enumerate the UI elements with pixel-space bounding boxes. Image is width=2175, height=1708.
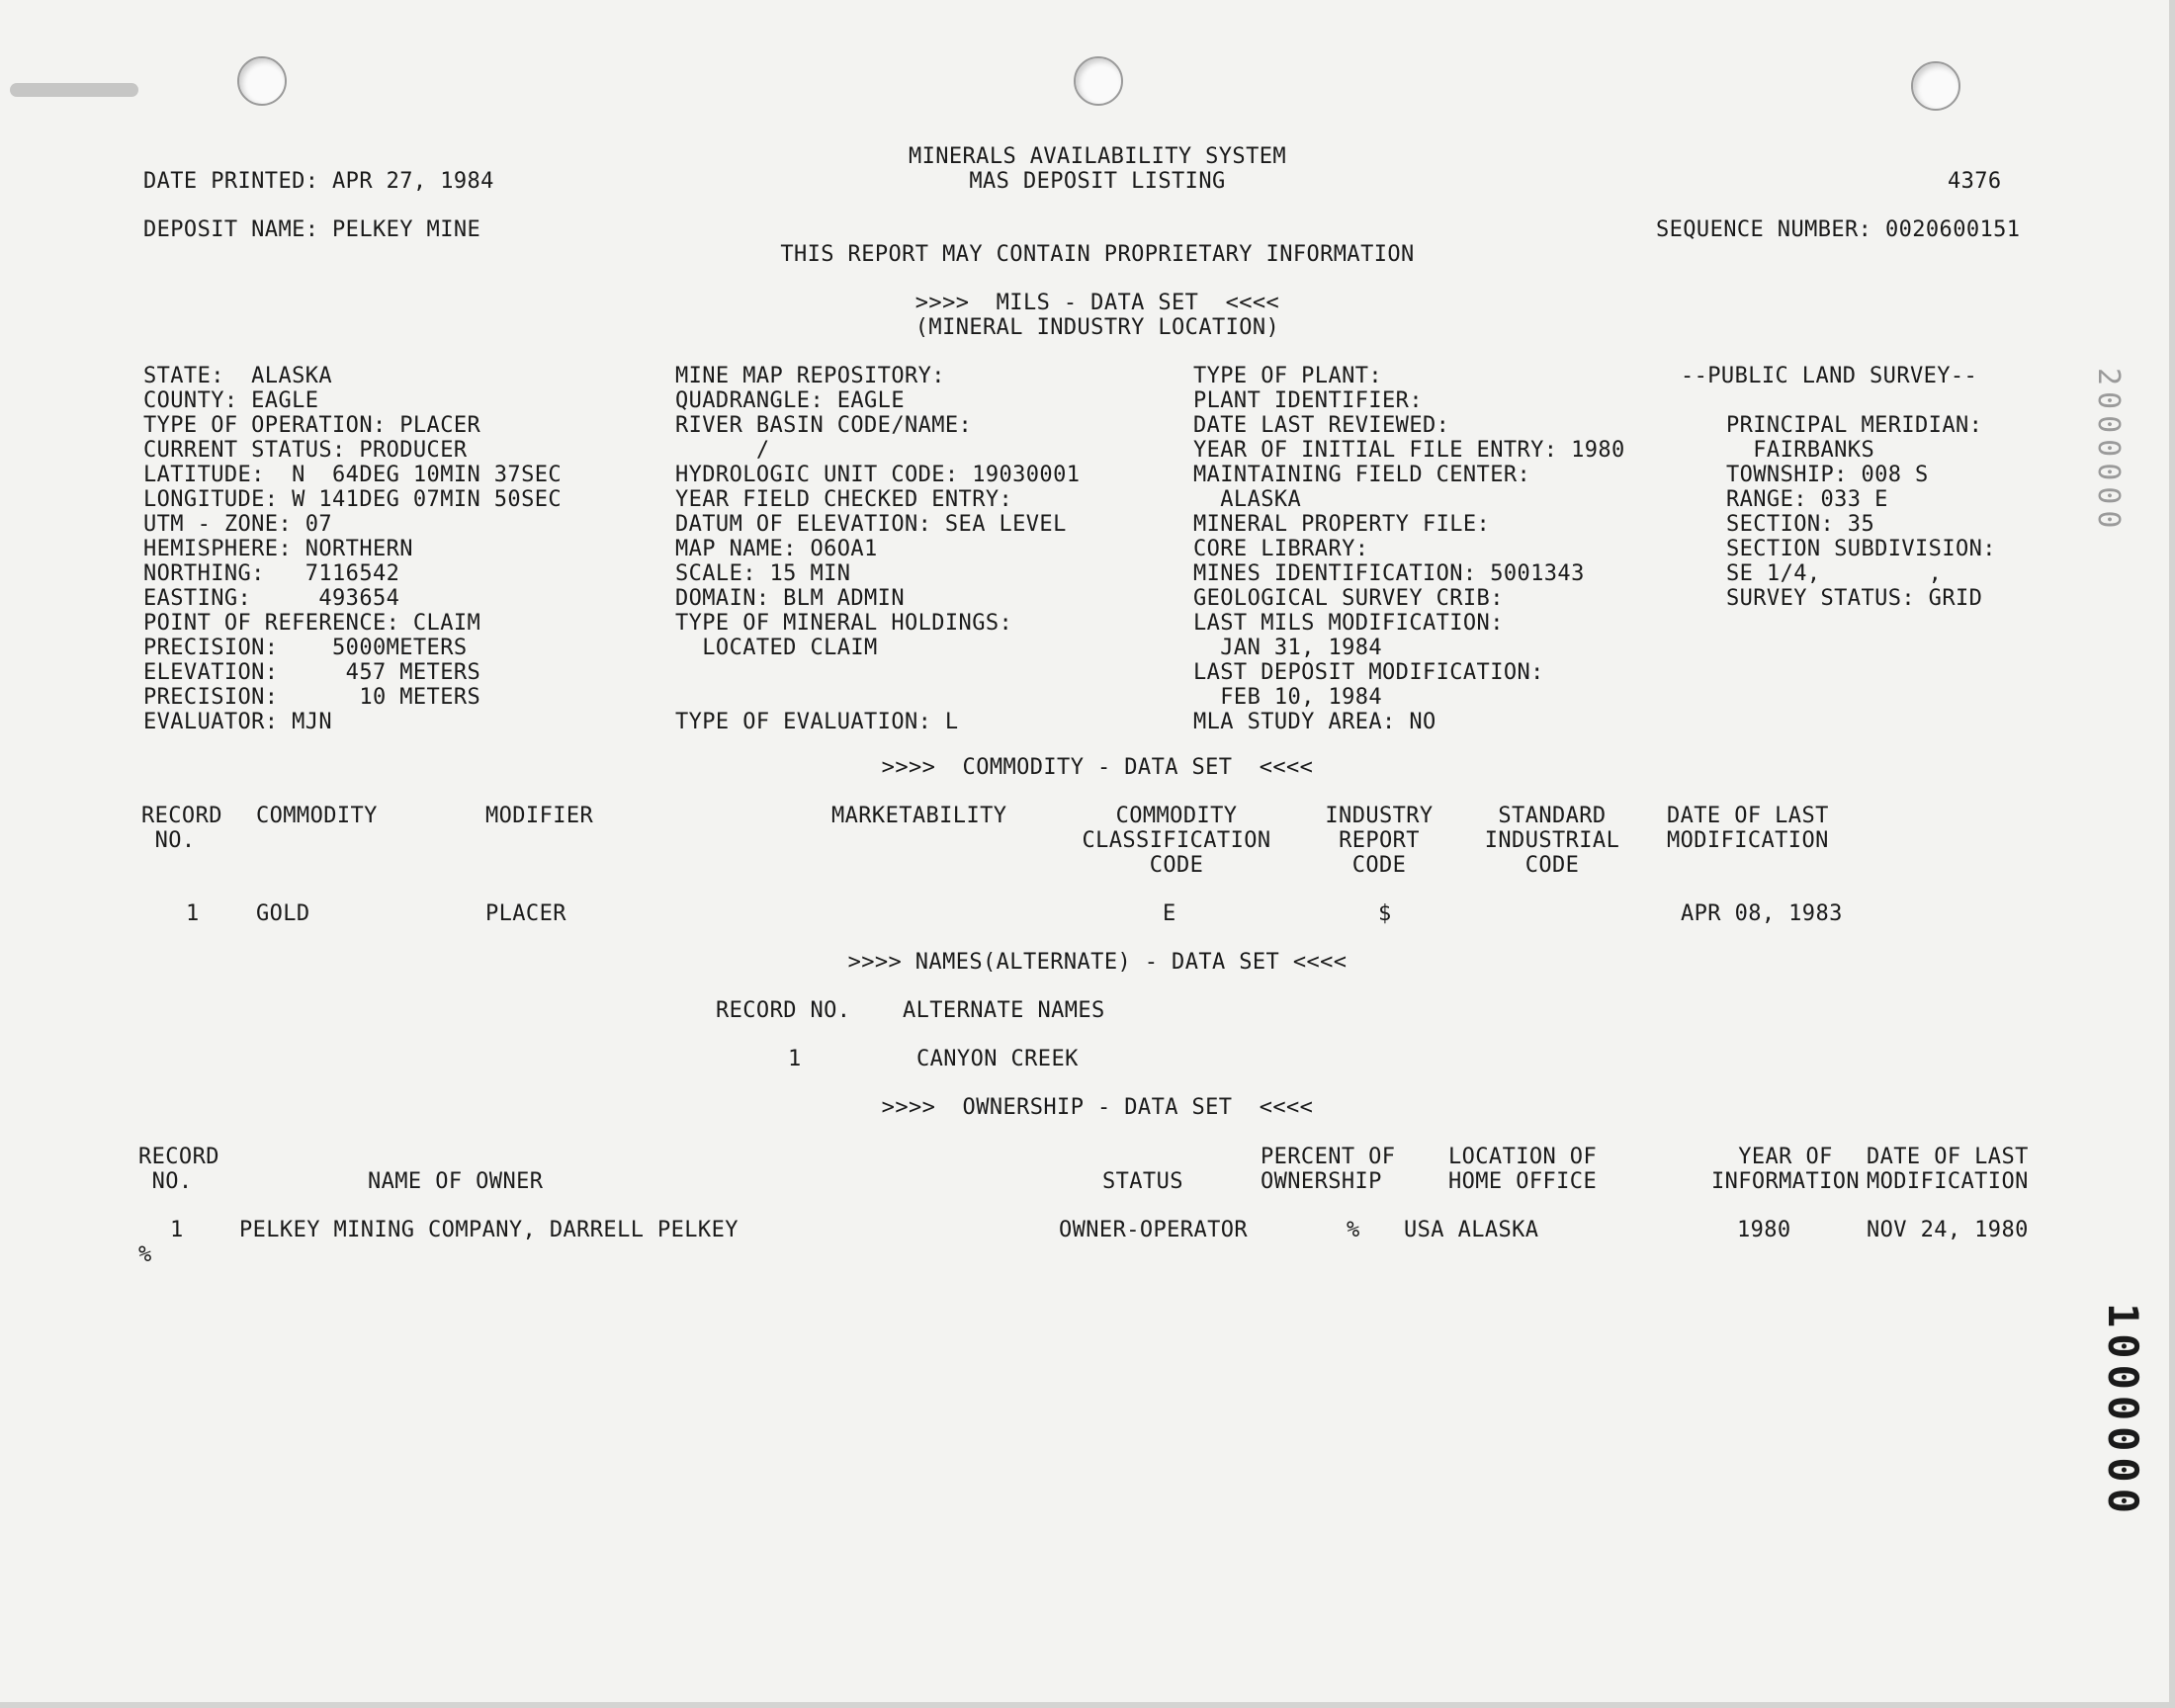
paper-smudge [10,83,138,97]
mils-field: DATUM OF ELEVATION: SEA LEVEL [675,512,1067,537]
mils-field: POINT OF REFERENCE: CLAIM [143,611,481,636]
page-number: 4376 [1948,169,2002,194]
mils-field: ELEVATION: 457 METERS [143,660,481,685]
survey-field: PRINCIPAL MERIDIAN: [1726,413,1983,438]
punch-hole-center [1074,56,1123,106]
ownership-header-date: DATE OF LAST MODIFICATION [1867,1145,2029,1194]
ownership-record: 1 [170,1218,184,1242]
mils-field: CURRENT STATUS: PRODUCER [143,438,468,463]
commodity-name: GOLD [256,901,310,926]
mils-field: LATITUDE: N 64DEG 10MIN 37SEC [143,463,562,487]
ownership-header-owner: NAME OF OWNER [368,1169,544,1194]
home-office-location: USA ALASKA [1404,1218,1539,1242]
names-header-record: RECORD NO. [716,998,851,1023]
commodity-header-marketability: MARKETABILITY [831,804,1007,828]
mils-field: PRECISION: 5000METERS [143,636,468,660]
owner-name: PELKEY MINING COMPANY, DARRELL PELKEY [239,1218,739,1242]
ownership-section-title: >>>> OWNERSHIP - DATA SET <<<< [881,1095,1314,1120]
commodity-section-title: >>>> COMMODITY - DATA SET <<<< [881,755,1314,780]
margin-stamp-lower: 1000000 [2099,1303,2147,1520]
mils-section-title: >>>> MILS - DATA SET <<<< [914,291,1280,315]
mils-field: MINE MAP REPOSITORY: [675,364,945,388]
mils-field: JAN 31, 1984 [1193,636,1383,660]
mils-field: HEMISPHERE: NORTHERN [143,537,413,561]
commodity-header-modifier: MODIFIER [485,804,594,828]
mils-field: YEAR FIELD CHECKED ENTRY: [675,487,1013,512]
owner-status: OWNER-OPERATOR [1059,1218,1249,1242]
survey-field: SECTION: 35 [1726,512,1875,537]
commodity-classification: E [1163,901,1176,926]
survey-heading: --PUBLIC LAND SURVEY-- [1681,364,1978,388]
ownership-footnote: % [138,1242,152,1267]
mils-field: LONGITUDE: W 141DEG 07MIN 50SEC [143,487,562,512]
mils-field: DOMAIN: BLM ADMIN [675,586,905,611]
mils-field: SCALE: 15 MIN [675,561,851,586]
mils-field: RIVER BASIN CODE/NAME: [675,413,973,438]
mils-field: MINES IDENTIFICATION: 5001343 [1193,561,1585,586]
ownership-header-year: YEAR OF INFORMATION [1710,1145,1861,1194]
commodity-date: APR 08, 1983 [1681,901,1843,926]
commodity-header-commodity: COMMODITY [256,804,378,828]
mils-field: TYPE OF MINERAL HOLDINGS: [675,611,1013,636]
mils-field: TYPE OF PLANT: [1193,364,1383,388]
mils-field: PRECISION: 10 METERS [143,685,481,710]
survey-field: SURVEY STATUS: GRID [1726,586,1983,611]
mils-field: CORE LIBRARY: [1193,537,1369,561]
names-header-names: ALTERNATE NAMES [903,998,1105,1023]
commodity-header-record: RECORD NO. [141,804,222,853]
commodity-header-industry: INDUSTRY REPORT CODE [1325,804,1434,878]
commodity-header-date: DATE OF LAST MODIFICATION [1667,804,1829,853]
mils-field: MAP NAME: O6OA1 [675,537,878,561]
mils-field: / [675,438,770,463]
mils-field: DATE LAST REVIEWED: [1193,413,1450,438]
ownership-percent: % [1347,1218,1360,1242]
mils-field: HYDROLOGIC UNIT CODE: 19030001 [675,463,1081,487]
listing-title: MAS DEPOSIT LISTING [969,169,1226,194]
mils-field: MAINTAINING FIELD CENTER: [1193,463,1531,487]
survey-field: SECTION SUBDIVISION: [1726,537,1996,561]
mils-field: QUADRANGLE: EAGLE [675,388,905,413]
survey-field: RANGE: 033 E [1726,487,1888,512]
sequence-number: SEQUENCE NUMBER: 0020600151 [1656,217,2021,242]
commodity-industry-code: $ [1378,901,1392,926]
ownership-header-status: STATUS [1102,1169,1183,1194]
margin-stamp-upper: 2000000 [2091,368,2126,535]
names-section-title: >>>> NAMES(ALTERNATE) - DATA SET <<<< [847,950,1348,975]
names-record: 1 [788,1047,802,1071]
punch-hole-left [237,56,287,106]
mils-field: YEAR OF INITIAL FILE ENTRY: 1980 [1193,438,1625,463]
mils-field: TYPE OF EVALUATION: L [675,710,959,734]
commodity-header-classification: COMMODITY CLASSIFICATION CODE [1082,804,1271,878]
commodity-record: 1 [186,901,200,926]
ownership-header-percent: PERCENT OF OWNERSHIP [1261,1145,1396,1194]
mils-field: STATE: ALASKA [143,364,333,388]
information-year: 1980 [1737,1218,1791,1242]
date-printed: DATE PRINTED: APR 27, 1984 [143,169,494,194]
page-edge-bottom [0,1702,2175,1708]
punch-hole-right [1911,61,1960,111]
survey-field: FAIRBANKS [1726,438,1875,463]
commodity-header-sic: STANDARD INDUSTRIAL CODE [1484,804,1620,878]
mils-field: TYPE OF OPERATION: PLACER [143,413,481,438]
survey-field: SE 1/4, , [1726,561,1943,586]
mils-field: GEOLOGICAL SURVEY CRIB: [1193,586,1504,611]
ownership-header-location: LOCATION OF HOME OFFICE [1448,1145,1598,1194]
mils-field: PLANT IDENTIFIER: [1193,388,1423,413]
mils-field: EVALUATOR: MJN [143,710,333,734]
system-title: MINERALS AVAILABILITY SYSTEM [908,144,1287,169]
mils-field: COUNTY: EAGLE [143,388,319,413]
deposit-name: DEPOSIT NAME: PELKEY MINE [143,217,481,242]
mils-section-subtitle: (MINERAL INDUSTRY LOCATION) [914,315,1280,340]
alternate-name: CANYON CREEK [916,1047,1079,1071]
mils-field: EASTING: 493654 [143,586,400,611]
mils-field: NORTHING: 7116542 [143,561,400,586]
mils-field: FEB 10, 1984 [1193,685,1383,710]
page-edge-right [2169,0,2175,1708]
ownership-header-record: RECORD NO. [138,1145,219,1194]
mils-field: LOCATED CLAIM [675,636,878,660]
mils-field: MLA STUDY AREA: NO [1193,710,1436,734]
survey-field: TOWNSHIP: 008 S [1726,463,1929,487]
proprietary-notice: THIS REPORT MAY CONTAIN PROPRIETARY INFORMATION [780,242,1415,267]
mils-field: MINERAL PROPERTY FILE: [1193,512,1491,537]
ownership-date: NOV 24, 1980 [1867,1218,2029,1242]
mils-field: LAST MILS MODIFICATION: [1193,611,1504,636]
mils-field: ALASKA [1193,487,1302,512]
mils-field: LAST DEPOSIT MODIFICATION: [1193,660,1544,685]
mils-field: UTM - ZONE: 07 [143,512,333,537]
commodity-modifier: PLACER [485,901,566,926]
